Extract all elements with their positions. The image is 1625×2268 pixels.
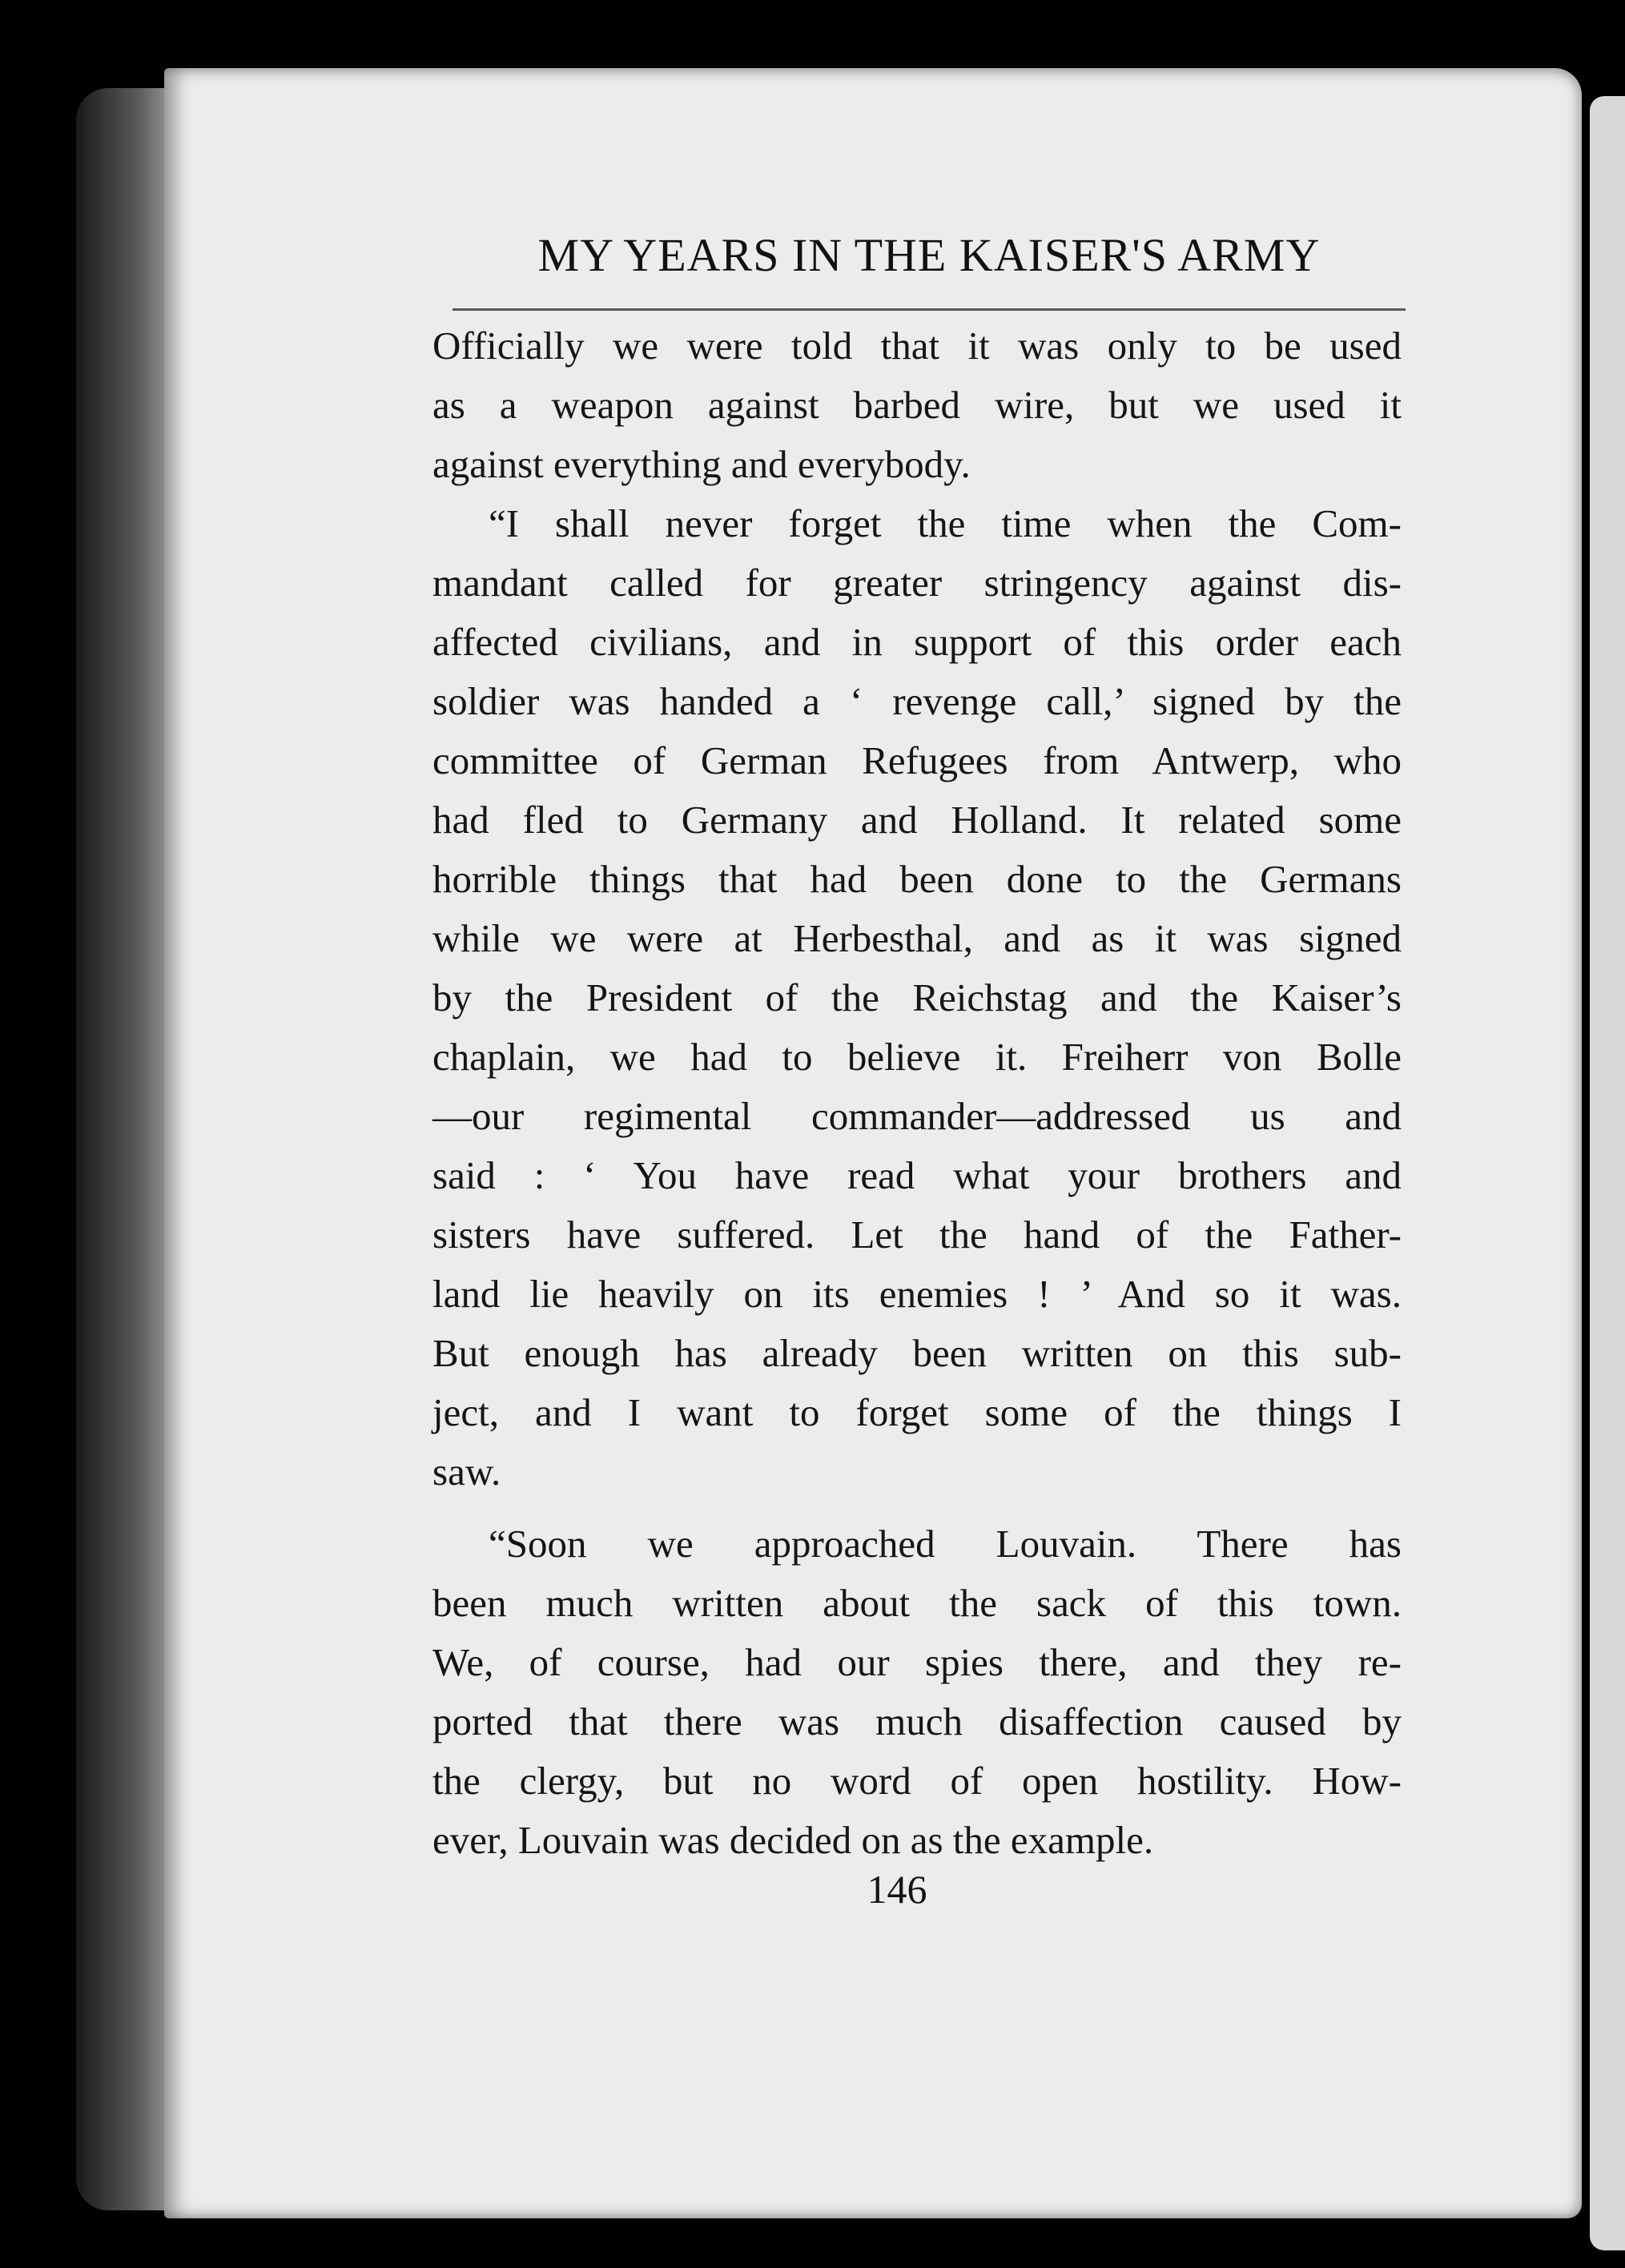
text-line: sisters have suffered. Let the hand of the Father- <box>432 1212 1402 1257</box>
text-line: as a weapon against barbed wire, but we used it <box>432 383 1402 427</box>
text-line: by the President of the Reichstag and the Kaiser’s <box>432 975 1402 1019</box>
text-line: We, of course, had our spies there, and they re- <box>432 1640 1402 1684</box>
text-line: affected civilians, and in support of this order each <box>432 620 1402 664</box>
text-line: been much written about the sack of this town. <box>432 1581 1402 1625</box>
text-line: had fled to Germany and Holland. It related some <box>432 798 1402 842</box>
text-line: —our regimental commander—addressed us and <box>432 1094 1402 1138</box>
text-line: soldier was handed a ‘ revenge call,’ signed by the <box>432 679 1402 723</box>
text-line: horrible things that had been done to the Germans <box>432 857 1402 901</box>
text-line: ever, Louvain was decided on as the example. <box>432 1818 1154 1862</box>
text-line: against everything and everybody. <box>432 442 971 486</box>
text-line: chaplain, we had to believe it. Freiherr von Bolle <box>432 1035 1402 1079</box>
text-line: committee of German Refugees from Antwerp, who <box>432 738 1402 782</box>
text-line: said : ‘ You have read what your brothers and <box>432 1153 1402 1197</box>
text-line: the clergy, but no word of open hostility. How- <box>432 1759 1402 1803</box>
text-line: “Soon we approached Louvain. There has <box>489 1522 1402 1566</box>
running-head: MY YEARS IN THE KAISER'S ARMY <box>537 229 1321 281</box>
body-text <box>432 316 1402 1870</box>
text-line: land lie heavily on its enemies ! ’ And so it was. <box>432 1272 1402 1316</box>
text-line: while we were at Herbesthal, and as it was signed <box>432 916 1402 960</box>
text-line: ported that there was much disaffection caused by <box>432 1699 1402 1743</box>
paragraph-gap <box>432 1502 1402 1514</box>
text-line: But enough has already been written on this sub- <box>432 1331 1402 1375</box>
page-number: 146 <box>867 1867 927 1912</box>
running-head-rule <box>453 308 1406 311</box>
text-line: mandant called for greater stringency against dis- <box>432 561 1402 605</box>
text-line: ject, and I want to forget some of the things I <box>432 1390 1402 1434</box>
book-spine-edge <box>76 88 164 2210</box>
text-line: “I shall never forget the time when the Com- <box>489 501 1402 545</box>
text-line: Officially we were told that it was only to be used <box>432 324 1402 368</box>
text-line: saw. <box>432 1450 501 1494</box>
adjacent-page-edge <box>1590 96 1625 2250</box>
